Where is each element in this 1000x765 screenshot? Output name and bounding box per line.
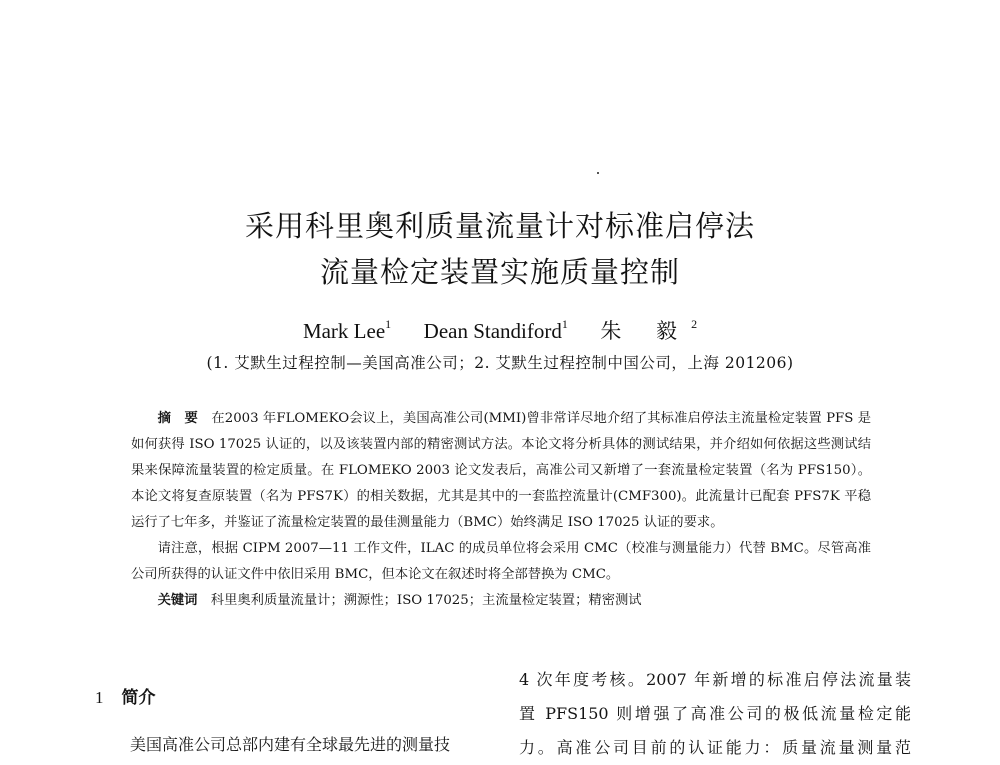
right-column-text bbox=[519, 663, 911, 765]
right-column-line: 力。高准公司目前的认证能力：质量流量测量范 bbox=[519, 738, 911, 757]
keywords-text: 科里奥利质量流量计；溯源性；ISO 17025；主流量检定装置；精密测试 bbox=[210, 593, 642, 608]
affiliations: (1. 艾默生过程控制—美国高准公司；2. 艾默生过程控制中国公司，上海 201206) bbox=[206, 354, 794, 372]
abstract-paragraph-2: 请注意，根据 CIPM 2007—11 工作文件，ILAC 的成员单位将会采用 CMC（校准与测量能力）代替 BMC。尽管高准公司所获得的认证文件中依旧采用 BMC，但本论文在叙述时将全部替换为 CMC。 bbox=[131, 541, 871, 582]
paper-title-line-2: 流量检定装置实施质量控制 bbox=[319, 255, 680, 289]
scan-speck bbox=[597, 172, 599, 174]
author-name: Mark Lee bbox=[302, 319, 386, 343]
author-affiliation-mark: 1 bbox=[561, 317, 568, 331]
author-name: Dean Standiford bbox=[423, 319, 562, 343]
section-heading bbox=[95, 683, 156, 708]
abstract-paragraph-1 bbox=[131, 406, 871, 536]
author-list bbox=[0, 315, 1000, 345]
keywords bbox=[131, 588, 871, 614]
right-column-line: 置 PFS150 则增强了高准公司的极低流量检定能 bbox=[519, 704, 911, 723]
author-affiliation-mark: 1 bbox=[385, 317, 392, 331]
author-name: 朱 毅 bbox=[600, 319, 692, 343]
abstract-label: 摘 要 bbox=[157, 411, 198, 426]
paper-title-line-1: 采用科里奥利质量流量计对标准启停法 bbox=[244, 209, 755, 243]
right-column-line: 4 次年度考核。2007 年新增的标准启停法流量装 bbox=[519, 670, 911, 689]
section-title: 简介 bbox=[121, 688, 156, 708]
left-column-text: 美国高准公司总部内建有全球最先进的测量技 bbox=[130, 735, 451, 754]
section-number: 1 bbox=[95, 688, 104, 707]
keywords-label: 关键词 bbox=[157, 593, 198, 608]
author-affiliation-mark: 2 bbox=[691, 317, 698, 331]
abstract-text-1: 在2003 年FLOMEKO会议上，美国高准公司(MMI)曾非常详尽地介绍了其标准启停法主流量检定装置 PFS 是如何获得 ISO 17025 认证的，以及该装置内部的精密测试方法。本论文将分析具体的测试结果，并介绍如何依据这些测试结果来保障流量装置的检定质量。在 FLOMEKO 2003 论文发表后，高准公司又新增了一套流量检定装置（名为 PFS150）。本论文将复查原装置（名为 PFS7K）的相关数据，尤其是其中的一套监控流量计(CMF300)。此流量计已配套 PFS7K 平稳运行了七年多，并鉴证了流量检定装置的最佳测量能力（BMC）始终满足 ISO 17025 认证的要求。 bbox=[131, 411, 872, 530]
abstract bbox=[131, 406, 871, 614]
